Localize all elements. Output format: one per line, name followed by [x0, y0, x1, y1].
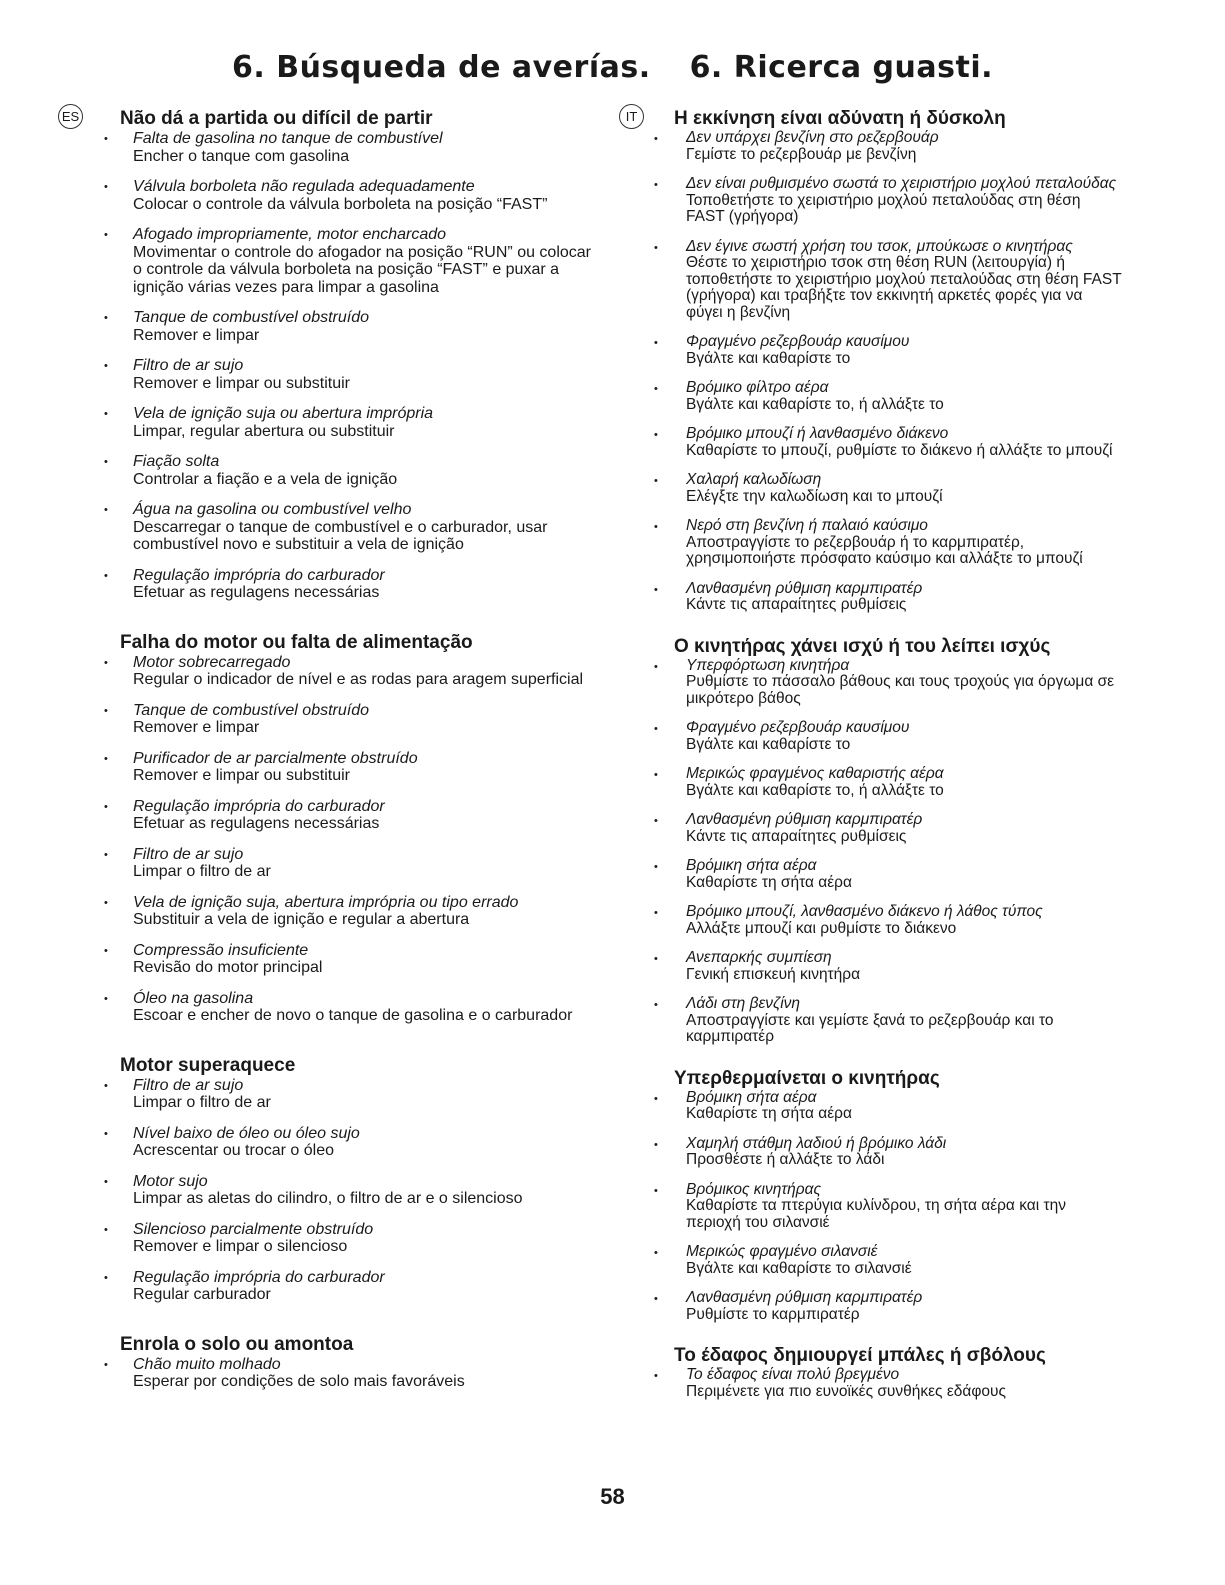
section-heading: Το έδαφος δημιουργεί μπάλες ή σβόλους — [674, 1345, 1046, 1366]
list-item — [104, 702, 594, 737]
remedy-text: Regular carburador — [133, 1286, 271, 1303]
problem-list — [104, 1077, 594, 1304]
list-item — [622, 904, 1122, 937]
list-item — [104, 357, 594, 392]
remedy-text: Καθαρίστε τα πτερύγια κυλίνδρου, τη σήτα αέρα και την περιοχή του σιλανσιέ — [686, 1197, 1066, 1231]
remedy-text: Esperar por condições de solo mais favoráveis — [133, 1373, 465, 1390]
cause-text: • Chão muito molhado — [133, 1355, 281, 1373]
list-item — [104, 942, 594, 977]
list-item — [104, 1269, 594, 1304]
cause-text: • Filtro de ar sujo — [133, 1076, 244, 1094]
remedy-text: Remover e limpar o silencioso — [133, 1238, 348, 1255]
remedy-text: Encher o tanque com gasolina — [133, 147, 350, 165]
remedy-text: Descarregar o tanque de combustível e o carburador, usar combustível novo e substituir a vela de ignição — [133, 518, 548, 553]
title-it: 6. Ricerca guasti. — [689, 50, 994, 85]
cause-text: • Água na gasolina ou combustível velho — [133, 501, 412, 518]
remedy-text: Γεμίστε το ρεζερβουάρ με βενζίνη — [686, 145, 917, 163]
cause-text: • Ανεπαρκής συμπίεση — [686, 949, 832, 966]
list-item — [622, 472, 1122, 505]
list-item — [104, 990, 594, 1025]
remedy-text: Θέστε το χειριστήριο τσοκ στη θέση RUN (λειτουργία) ή τοποθετήστε το χειριστήριο μοχλού πεταλούδας στη θέση FAST (γρήγορα) και τραβήξτε τον εκκινητή αρκετές φορές για να φύγει η βενζίνη — [686, 254, 1122, 321]
cause-text: • Motor sujo — [133, 1172, 208, 1190]
cause-text: • Purificador de ar parcialmente obstruído — [133, 749, 418, 767]
list-item — [104, 1125, 594, 1160]
cause-text: • Afogado impropriamente, motor encharcado — [133, 226, 447, 243]
cause-text: • Silencioso parcialmente obstruído — [133, 1220, 374, 1238]
list-item — [104, 846, 594, 881]
cause-text: • Χαμηλή στάθμη λαδιού ή βρόμικο λάδι — [686, 1134, 947, 1152]
troubleshooting-section — [622, 1345, 1122, 1400]
list-item — [622, 239, 1122, 322]
list-item — [622, 426, 1122, 459]
remedy-text: Limpar as aletas do cilindro, o filtro de ar e o silencioso — [133, 1190, 523, 1207]
troubleshooting-section — [622, 108, 1122, 614]
list-item — [104, 226, 594, 296]
list-item — [622, 518, 1122, 568]
cause-text: • Vela de ignição suja ou abertura imprópria — [133, 405, 434, 422]
remedy-text: Regular o indicador de nível e as rodas para aragem superficial — [133, 671, 584, 688]
list-item — [622, 766, 1122, 799]
list-item — [622, 996, 1122, 1046]
list-item — [104, 309, 594, 344]
troubleshooting-section — [104, 1334, 594, 1391]
list-item — [104, 178, 594, 213]
remedy-text: Movimentar o controle do afogador na posição “RUN” ou colocar o controle da válvula borboleta na posição “FAST” e puxar a ignição várias vezes para limpar a gasolina — [133, 243, 592, 296]
section-heading: Ο κινητήρας χάνει ισχύ ή του λείπει ισχύς — [674, 635, 1051, 657]
cause-text: • Λανθασμένη ρύθμιση καρμπιρατέρ — [686, 579, 923, 597]
cause-text: • Δεν υπάρχει βενζίνη στο ρεζερβουάρ — [686, 129, 939, 146]
remedy-text: Remover e limpar ou substituir — [133, 374, 350, 392]
list-item — [622, 858, 1122, 891]
problem-list — [622, 1367, 1122, 1400]
cause-text: • Δεν είναι ρυθμισμένο σωστά το χειριστήριο μοχλού πεταλούδας — [686, 175, 1117, 192]
troubleshooting-section — [104, 1055, 594, 1304]
cause-text: • Regulação imprópria do carburador — [133, 566, 385, 584]
cause-text: • Regulação imprópria do carburador — [133, 1268, 385, 1286]
remedy-text: Limpar o filtro de ar — [133, 1094, 271, 1111]
remedy-text: Βγάλτε και καθαρίστε το, ή αλλάξτε το — [686, 395, 944, 413]
list-item — [622, 380, 1122, 413]
remedy-text: Substituir a vela de ignição e regular a abertura — [133, 911, 470, 928]
section-heading: Não dá a partida ou difícil de partir — [120, 108, 433, 129]
problem-list — [622, 658, 1122, 1046]
list-item — [104, 894, 594, 929]
list-item — [104, 130, 594, 165]
remedy-text: Remover e limpar — [133, 326, 260, 344]
remedy-text: Καθαρίστε το μπουζί, ρυθμίστε το διάκενο ή αλλάξτε το μπουζί — [686, 441, 1113, 459]
remedy-text: Revisão do motor principal — [133, 959, 323, 976]
language-badge-es-icon: ES — [58, 104, 83, 129]
remedy-text: Καθαρίστε τη σήτα αέρα — [686, 873, 852, 891]
section-heading: Υπερθερμαίνεται ο κινητήρας — [674, 1067, 940, 1089]
list-item — [104, 405, 594, 440]
list-item — [104, 1356, 594, 1391]
cause-text: • Φραγμένο ρεζερβουάρ καυσίμου — [686, 333, 910, 350]
cause-text: • Nível baixo de óleo ou óleo sujo — [133, 1124, 360, 1142]
cause-text: • Válvula borboleta não regulada adequadamente — [133, 178, 475, 195]
cause-text: • Βρόμικο μπουζί, λανθασμένο διάκενο ή λάθος τύπος — [686, 903, 1043, 920]
cause-text: • Το έδαφος είναι πολύ βρεγμένο — [686, 1366, 900, 1383]
cause-text: • Tanque de combustível obstruído — [133, 309, 370, 326]
page-number: 58 — [600, 1484, 625, 1509]
list-item — [622, 1182, 1122, 1232]
remedy-text: Αλλάξτε μπουζί και ρυθμίστε το διάκενο — [686, 919, 957, 937]
cause-text: • Λανθασμένη ρύθμιση καρμπιρατέρ — [686, 811, 923, 828]
remedy-text: Ρυθμίστε το καρμπιρατέρ — [686, 1305, 860, 1323]
cause-text: • Filtro de ar sujo — [133, 845, 244, 863]
remedy-text: Βγάλτε και καθαρίστε το, ή αλλάξτε το — [686, 781, 944, 799]
remedy-text: Βγάλτε και καθαρίστε το — [686, 349, 851, 367]
section-heading: Η εκκίνηση είναι αδύνατη ή δύσκολη — [674, 108, 1006, 129]
list-item — [104, 567, 594, 602]
cause-text: • Λανθασμένη ρύθμιση καρμπιρατέρ — [686, 1289, 923, 1306]
list-item — [622, 950, 1122, 983]
remedy-text: Limpar o filtro de ar — [133, 863, 271, 880]
cause-text: • Óleo na gasolina — [133, 989, 254, 1007]
cause-text: • Υπερφόρτωση κινητήρα — [686, 656, 850, 674]
remedy-text: Controlar a fiação e a vela de ignição — [133, 470, 398, 488]
cause-text: • Βρόμικο φίλτρο αέρα — [686, 379, 829, 396]
remedy-text: Efetuar as regulagens necessárias — [133, 815, 380, 832]
page-title — [0, 50, 1225, 85]
cause-text: • Regulação imprópria do carburador — [133, 797, 385, 815]
list-item — [104, 501, 594, 554]
list-item — [622, 812, 1122, 845]
remedy-text: Remover e limpar — [133, 719, 260, 736]
section-heading: Enrola o solo ou amontoa — [120, 1333, 354, 1355]
list-item — [104, 750, 594, 785]
cause-text: • Βρόμικο μπουζί ή λανθασμένο διάκενο — [686, 425, 949, 442]
remedy-text: Γενική επισκευή κινητήρα — [686, 965, 861, 983]
list-item — [104, 453, 594, 488]
list-item — [622, 176, 1122, 226]
problem-list — [622, 1090, 1122, 1324]
section-heading: Motor superaquece — [120, 1054, 296, 1076]
list-item — [622, 1367, 1122, 1400]
list-item — [104, 1077, 594, 1112]
cause-text: • Βρόμικη σήτα αέρα — [686, 1088, 817, 1106]
troubleshooting-section — [104, 108, 594, 602]
cause-text: • Filtro de ar sujo — [133, 357, 244, 374]
right-column — [622, 108, 1122, 1422]
left-column — [61, 108, 594, 1421]
list-item — [622, 720, 1122, 753]
cause-text: • Λάδι στη βενζίνη — [686, 995, 800, 1012]
list-item — [622, 1090, 1122, 1123]
problem-list — [104, 1356, 594, 1391]
remedy-text: Limpar, regular abertura ou substituir — [133, 422, 395, 440]
list-item — [622, 130, 1122, 163]
remedy-text: Βγάλτε και καθαρίστε το σιλανσιέ — [686, 1259, 912, 1277]
troubleshooting-section — [104, 632, 594, 1025]
cause-text: • Compressão insuficiente — [133, 941, 309, 959]
problem-list — [104, 654, 594, 1025]
remedy-text: Κάντε τις απαραίτητες ρυθμίσεις — [686, 596, 907, 613]
remedy-text: Προσθέστε ή αλλάξτε το λάδι — [686, 1151, 885, 1168]
remedy-text: Ρυθμίστε το πάσσαλο βάθους και τους τροχούς για όργωμα σε μικρότερο βάθος — [686, 673, 1115, 707]
list-item — [622, 1136, 1122, 1169]
remedy-text: Acrescentar ou trocar o óleo — [133, 1142, 334, 1159]
language-badge-it-icon: IT — [619, 104, 644, 129]
list-item — [622, 334, 1122, 367]
list-item — [622, 1290, 1122, 1323]
cause-text: • Χαλαρή καλωδίωση — [686, 471, 822, 488]
remedy-text: Αποστραγγίστε το ρεζερβουάρ ή το καρμπιρατέρ, χρησιμοποιήστε πρόσφατο καύσιμο και αλλάξτε το μπουζί — [686, 533, 1083, 567]
cause-text: • Tanque de combustível obstruído — [133, 701, 370, 719]
problem-list — [622, 130, 1122, 614]
cause-text: • Μερικώς φραγμένο σιλανσιέ — [686, 1243, 878, 1260]
list-item — [104, 798, 594, 833]
cause-text: • Falta de gasolina no tanque de combustível — [133, 130, 443, 147]
section-heading: Falha do motor ou falta de alimentação — [120, 631, 473, 653]
troubleshooting-section — [622, 1068, 1122, 1324]
cause-text: • Motor sobrecarregado — [133, 653, 291, 671]
problem-list — [104, 130, 594, 602]
cause-text: • Φραγμένο ρεζερβουάρ καυσίμου — [686, 719, 910, 736]
remedy-text: Κάντε τις απαραίτητες ρυθμίσεις — [686, 827, 907, 845]
cause-text: • Νερό στη βενζίνη ή παλαιό καύσιμο — [686, 517, 928, 534]
title-es: 6. Búsqueda de averías. — [231, 50, 651, 85]
remedy-text: Escoar e encher de novo o tanque de gasolina e o carburador — [133, 1007, 573, 1024]
list-item — [622, 658, 1122, 708]
remedy-text: Colocar o controle da válvula borboleta na posição “FAST” — [133, 195, 548, 213]
remedy-text: Αποστραγγίστε και γεμίστε ξανά το ρεζερβουάρ και το καρμπιρατέρ — [686, 1011, 1054, 1045]
remedy-text: Περιμένετε για πιο ευνοϊκές συνθήκες εδάφους — [686, 1382, 1006, 1400]
list-item — [622, 581, 1122, 614]
list-item — [622, 1244, 1122, 1277]
cause-text: • Βρόμικος κινητήρας — [686, 1180, 822, 1198]
troubleshooting-section — [622, 636, 1122, 1046]
remedy-text: Ελέγξτε την καλωδίωση και το μπουζί — [686, 487, 943, 505]
remedy-text: Remover e limpar ou substituir — [133, 767, 350, 784]
cause-text: • Μερικώς φραγμένος καθαριστής αέρα — [686, 765, 944, 782]
list-item — [104, 1173, 594, 1208]
remedy-text: Καθαρίστε τη σήτα αέρα — [686, 1105, 852, 1122]
remedy-text: Βγάλτε και καθαρίστε το — [686, 735, 851, 753]
remedy-text: Efetuar as regulagens necessárias — [133, 584, 380, 601]
cause-text: • Fiação solta — [133, 453, 220, 470]
remedy-text: Τοποθετήστε το χειριστήριο μοχλού πεταλούδας στη θέση FAST (γρήγορα) — [686, 191, 1081, 225]
cause-text: • Vela de ignição suja, abertura imprópria ou tipo errado — [133, 893, 519, 911]
list-item — [104, 654, 594, 689]
list-item — [104, 1221, 594, 1256]
cause-text: • Δεν έγινε σωστή χρήση του τσοκ, μπούκωσε ο κινητήρας — [686, 237, 1073, 255]
cause-text: • Βρόμικη σήτα αέρα — [686, 857, 817, 874]
